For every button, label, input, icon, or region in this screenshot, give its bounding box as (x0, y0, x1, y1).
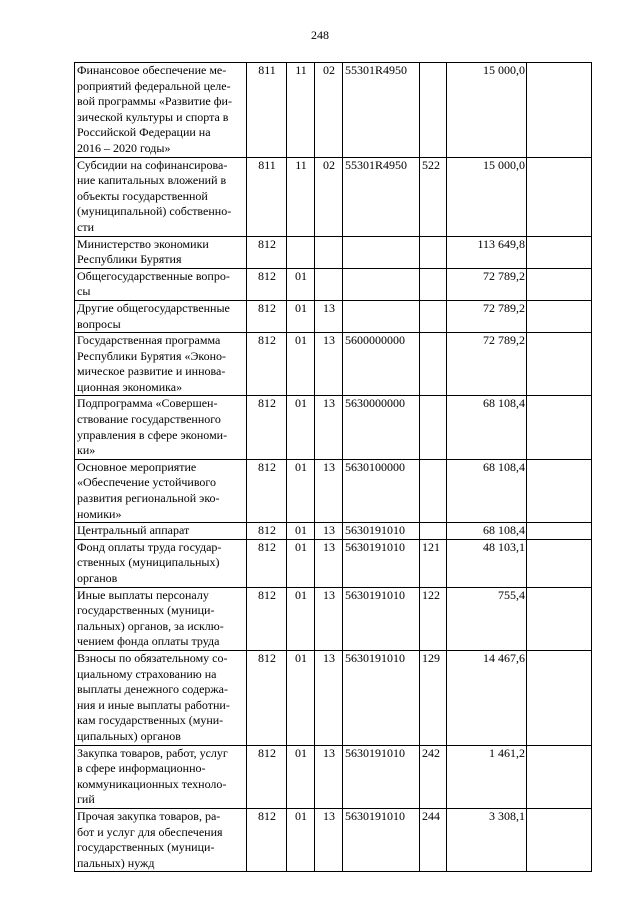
section-cell: 01 (287, 268, 315, 300)
ministry-code-cell: 812 (247, 650, 287, 745)
table-row (75, 333, 592, 396)
expense-type-cell (420, 396, 447, 459)
row-name-cell (75, 268, 247, 300)
subsection-cell: 13 (315, 745, 343, 808)
amount-cell: 14 467,6 (447, 650, 527, 745)
expense-type-cell (420, 333, 447, 396)
row-name-line: Иные выплаты персоналу (77, 587, 209, 602)
table-row (75, 539, 592, 587)
row-name-line: ципальных) органов (77, 728, 181, 743)
empty-cell (527, 745, 592, 808)
empty-cell (527, 523, 592, 540)
target-article-cell (343, 268, 420, 300)
ministry-code-cell: 811 (247, 157, 287, 236)
table-row (75, 236, 592, 268)
row-name-line: Подпрограмма «Совершен- (77, 396, 218, 411)
amount-cell: 72 789,2 (447, 268, 527, 300)
amount-cell: 113 649,8 (447, 236, 527, 268)
row-name-line: Закупка товаров, работ, услуг (77, 745, 228, 760)
row-name-line: государственных (муници- (77, 840, 215, 855)
table-row (75, 523, 592, 540)
table-row (75, 587, 592, 650)
row-name-line: вой программы «Развитие фи- (77, 94, 232, 109)
row-name-line: Российской Федерации на (77, 125, 211, 140)
row-name-line: ние капитальных вложений в (77, 173, 227, 188)
expense-type-cell (420, 63, 447, 158)
row-name-cell (75, 808, 247, 871)
row-name-line: бот и услуг для обеспечения (77, 824, 223, 839)
row-name-cell (75, 396, 247, 459)
subsection-cell: 13 (315, 300, 343, 332)
expense-type-cell: 522 (420, 157, 447, 236)
row-name-cell (75, 459, 247, 522)
expense-type-cell: 242 (420, 745, 447, 808)
row-name-cell (75, 63, 247, 158)
target-article-cell: 5630191010 (343, 745, 420, 808)
expense-type-cell: 129 (420, 650, 447, 745)
row-name-line: пальных) нужд (77, 855, 155, 870)
amount-cell: 68 108,4 (447, 459, 527, 522)
target-article-cell: 5630000000 (343, 396, 420, 459)
row-name-cell (75, 587, 247, 650)
row-name-line: развития региональной эко- (77, 491, 220, 506)
subsection-cell: 13 (315, 396, 343, 459)
target-article-cell (343, 236, 420, 268)
row-name-cell (75, 300, 247, 332)
page-number: 248 (311, 28, 329, 42)
row-name-line: (муниципальной) собственно- (77, 204, 232, 219)
row-name-line: Взносы по обязательному со- (77, 650, 228, 665)
row-name-line: номики» (77, 506, 122, 521)
amount-cell: 68 108,4 (447, 396, 527, 459)
row-name-line: ционная экономика» (77, 379, 183, 394)
row-name-line: 2016 – 2020 годы» (77, 140, 171, 155)
subsection-cell: 13 (315, 459, 343, 522)
table-row (75, 268, 592, 300)
section-cell: 01 (287, 300, 315, 332)
empty-cell (527, 587, 592, 650)
row-name-line: Общегосударственные вопро- (77, 268, 230, 283)
row-name-line: Фонд оплаты труда государ- (77, 539, 222, 554)
ministry-code-cell: 812 (247, 268, 287, 300)
ministry-code-cell: 812 (247, 333, 287, 396)
row-name-line: Центральный аппарат (77, 523, 190, 538)
table-row (75, 459, 592, 522)
amount-cell: 68 108,4 (447, 523, 527, 540)
section-cell: 01 (287, 333, 315, 396)
expense-type-cell (420, 268, 447, 300)
expense-type-cell (420, 236, 447, 268)
row-name-line: объекты государственной (77, 188, 208, 203)
subsection-cell: 13 (315, 650, 343, 745)
ministry-code-cell: 812 (247, 745, 287, 808)
subsection-cell: 13 (315, 808, 343, 871)
empty-cell (527, 396, 592, 459)
row-name-cell (75, 539, 247, 587)
ministry-code-cell: 812 (247, 587, 287, 650)
ministry-code-cell: 812 (247, 300, 287, 332)
row-name-line: Основное мероприятие (77, 459, 197, 474)
section-cell: 01 (287, 523, 315, 540)
subsection-cell: 02 (315, 157, 343, 236)
target-article-cell: 55301R4950 (343, 157, 420, 236)
target-article-cell: 5630191010 (343, 587, 420, 650)
budget-table (74, 62, 592, 872)
subsection-cell: 13 (315, 539, 343, 587)
empty-cell (527, 63, 592, 158)
target-article-cell: 5630191010 (343, 523, 420, 540)
section-cell: 01 (287, 396, 315, 459)
section-cell: 01 (287, 587, 315, 650)
target-article-cell: 55301R4950 (343, 63, 420, 158)
amount-cell: 15 000,0 (447, 157, 527, 236)
amount-cell: 72 789,2 (447, 333, 527, 396)
target-article-cell: 5600000000 (343, 333, 420, 396)
subsection-cell: 13 (315, 523, 343, 540)
ministry-code-cell: 812 (247, 523, 287, 540)
row-name-line: пальных) органов, за исклю- (77, 618, 224, 633)
empty-cell (527, 333, 592, 396)
row-name-line: выплаты денежного содержа- (77, 682, 229, 697)
ministry-code-cell: 812 (247, 808, 287, 871)
expense-type-cell (420, 459, 447, 522)
section-cell: 01 (287, 808, 315, 871)
ministry-code-cell: 811 (247, 63, 287, 158)
ministry-code-cell: 812 (247, 459, 287, 522)
amount-cell: 72 789,2 (447, 300, 527, 332)
row-name-line: ствование государственного (77, 412, 221, 427)
row-name-cell (75, 650, 247, 745)
section-cell: 01 (287, 459, 315, 522)
table-row (75, 745, 592, 808)
amount-cell: 48 103,1 (447, 539, 527, 587)
target-article-cell: 5630100000 (343, 459, 420, 522)
empty-cell (527, 539, 592, 587)
row-name-line: Прочая закупка товаров, ра- (77, 808, 221, 823)
budget-table-body (75, 63, 592, 872)
row-name-cell (75, 236, 247, 268)
empty-cell (527, 650, 592, 745)
row-name-line: Государственная программа (77, 333, 221, 348)
amount-cell: 1 461,2 (447, 745, 527, 808)
ministry-code-cell: 812 (247, 236, 287, 268)
table-row (75, 396, 592, 459)
row-name-line: ния и иные выплаты работни- (77, 697, 230, 712)
table-row (75, 808, 592, 871)
row-name-line: Республики Бурятия «Эконо- (77, 348, 227, 363)
table-row (75, 63, 592, 158)
row-name-line: ки» (77, 443, 96, 458)
amount-cell: 3 308,1 (447, 808, 527, 871)
row-name-line: мическое развитие и иннова- (77, 364, 226, 379)
subsection-cell: 13 (315, 587, 343, 650)
row-name-line: вопросы (77, 316, 121, 331)
section-cell (287, 236, 315, 268)
subsection-cell: 02 (315, 63, 343, 158)
row-name-line: Другие общегосударственные (77, 300, 230, 315)
row-name-line: коммуникационных техноло- (77, 776, 227, 791)
table-row (75, 300, 592, 332)
row-name-line: сти (77, 219, 94, 234)
row-name-line: зической культуры и спорта в (77, 109, 229, 124)
ministry-code-cell: 812 (247, 539, 287, 587)
target-article-cell: 5630191010 (343, 650, 420, 745)
row-name-cell (75, 523, 247, 540)
row-name-line: управления в сфере экономи- (77, 427, 228, 442)
row-name-cell (75, 745, 247, 808)
expense-type-cell (420, 523, 447, 540)
table-row (75, 157, 592, 236)
empty-cell (527, 459, 592, 522)
expense-type-cell: 121 (420, 539, 447, 587)
table-row (75, 650, 592, 745)
section-cell: 11 (287, 63, 315, 158)
row-name-line: чением фонда оплаты труда (77, 634, 220, 649)
row-name-cell (75, 333, 247, 396)
target-article-cell (343, 300, 420, 332)
row-name-line: Республики Бурятия (77, 252, 182, 267)
row-name-line: Министерство экономики (77, 236, 209, 251)
row-name-line: Субсидии на софинансирова- (77, 157, 228, 172)
row-name-line: сы (77, 284, 91, 299)
subsection-cell (315, 268, 343, 300)
row-name-line: органов (77, 571, 118, 585)
subsection-cell (315, 236, 343, 268)
row-name-line: гий (77, 792, 95, 807)
section-cell: 11 (287, 157, 315, 236)
row-name-line: Финансовое обеспечение ме- (77, 63, 227, 77)
expense-type-cell (420, 300, 447, 332)
target-article-cell: 5630191010 (343, 539, 420, 587)
ministry-code-cell: 812 (247, 396, 287, 459)
empty-cell (527, 268, 592, 300)
section-cell: 01 (287, 745, 315, 808)
empty-cell (527, 808, 592, 871)
row-name-line: ственных (муниципальных) (77, 555, 220, 570)
section-cell: 01 (287, 650, 315, 745)
empty-cell (527, 300, 592, 332)
expense-type-cell: 122 (420, 587, 447, 650)
row-name-line: в сфере информационно- (77, 761, 206, 776)
row-name-line: циальному страхованию на (77, 666, 217, 681)
row-name-cell (75, 157, 247, 236)
section-cell: 01 (287, 539, 315, 587)
amount-cell: 15 000,0 (447, 63, 527, 158)
row-name-line: кам государственных (муни- (77, 713, 224, 728)
target-article-cell: 5630191010 (343, 808, 420, 871)
subsection-cell: 13 (315, 333, 343, 396)
row-name-line: роприятий федеральной целе- (77, 78, 231, 93)
expense-type-cell: 244 (420, 808, 447, 871)
empty-cell (527, 236, 592, 268)
empty-cell (527, 157, 592, 236)
row-name-line: государственных (муници- (77, 603, 215, 618)
amount-cell: 755,4 (447, 587, 527, 650)
row-name-line: «Обеспечение устойчивого (77, 475, 217, 490)
